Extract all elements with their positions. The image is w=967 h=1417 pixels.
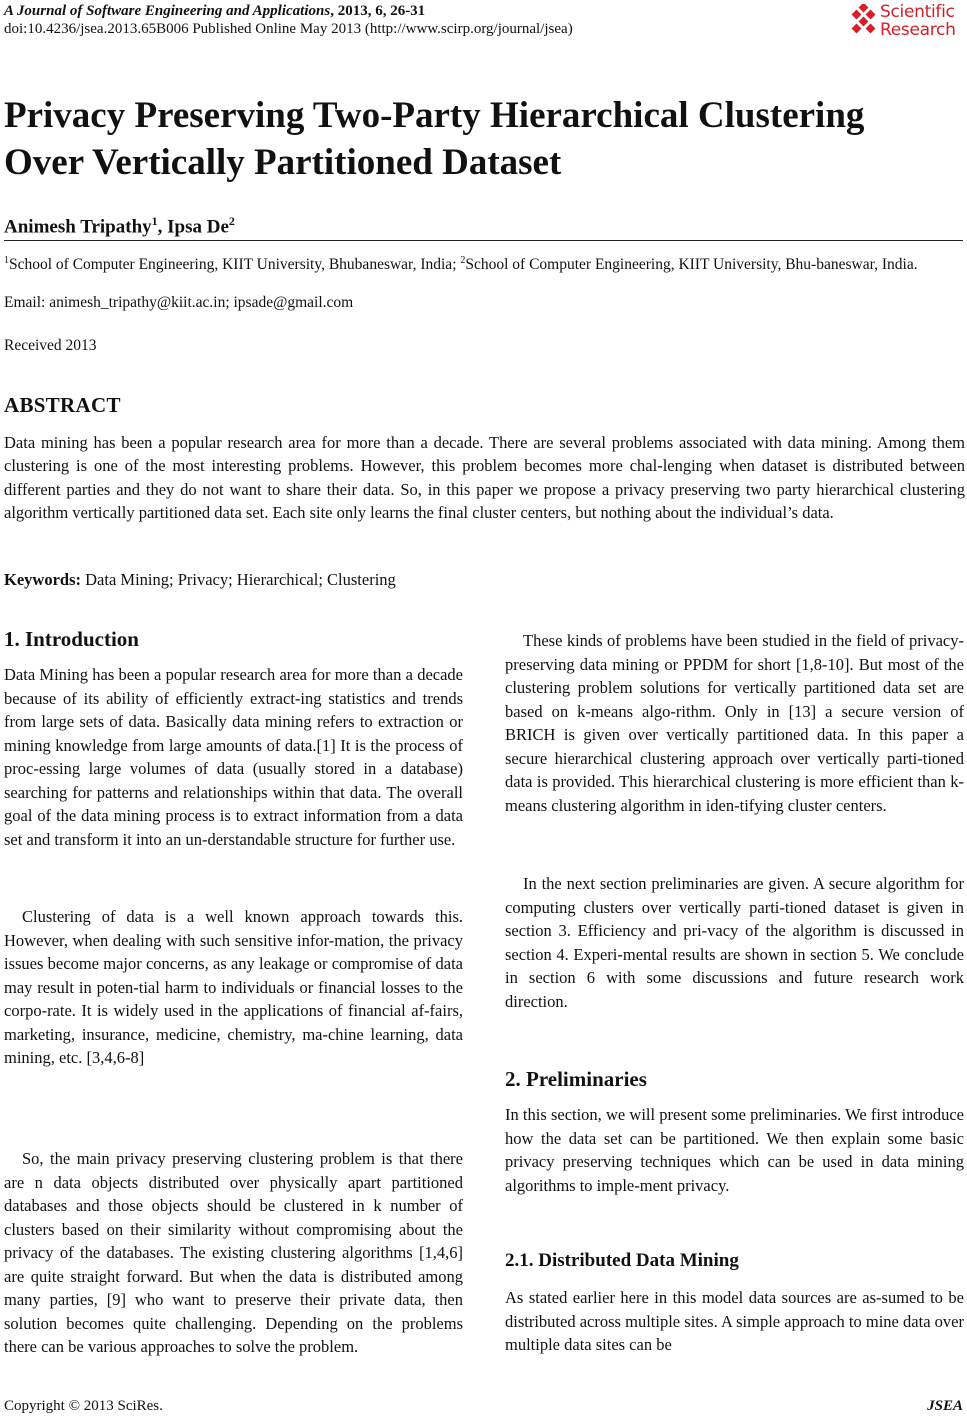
journal-name: A Journal of Software Engineering and Applications bbox=[4, 3, 331, 19]
affil-sup: 1 bbox=[4, 255, 9, 266]
author-name: Animesh Tripathy bbox=[4, 216, 152, 238]
subsection-heading-distributed-data-mining: 2.1. Distributed Data Mining bbox=[505, 1250, 739, 1271]
preliminaries-paragraph: In this section, we will present some preliminaries. We first introduce how the data set can be partitioned. We then explain some basic privacy preserving techniques which can be used in data mining algorithms to imple-ment privacy. bbox=[505, 1105, 964, 1195]
title-line1: Privacy Preserving Two-Party Hierarchical Clustering bbox=[4, 95, 865, 136]
scientific-research-logo-icon bbox=[850, 4, 878, 38]
intro-paragraph-5: In the next section preliminaries are given. A secure algorithm for computing clusters over vertically parti-tioned dataset is given in section 3. Efficiency and pri-vacy of the algorithm is discussed in section 4. Experi-mental results are shown in section 5. We conclude in section 6 with some discussions and future research work direction. bbox=[505, 874, 964, 1011]
author-affil-sup: 1 bbox=[151, 214, 158, 228]
doi-line: doi:10.4236/jsea.2013.65B006 Published Online May 2013 (http://www.scirp.org/journal/jsea) bbox=[4, 21, 573, 37]
abstract-heading: ABSTRACT bbox=[4, 393, 121, 417]
journal-volume: , 2013, 6, 26-31 bbox=[330, 3, 426, 19]
intro-paragraph-1: Data Mining has been a popular research area for more than a decade because of its ability of efficiently extract-ing statistics and trends from large sets of data. Basically data mining refers to extraction or mining knowledge from large amounts of data.[1] It is the process of proc-essing large volumes of data (usually stored in a database) searching for patterns and relationships within that data. The overall goal of the data mining process is to extract information from a data set and transform it into an un-derstandable structure for further use. bbox=[4, 665, 463, 849]
affil-sup: 2 bbox=[460, 255, 466, 266]
intro-paragraph-4: These kinds of problems have been studied in the field of privacy-preserving data mining or PPDM for short [1,8-10]. But most of the clustering problem solutions for vertically partitioned data set are based on k-means algo-rithm. Only in [13] a secure version of BRICH is given over vertically partitioned data. In this paper a secure hierarchical clustering approach over vertically parti-tioned data is provided. This hierarchical clustering is more efficient than k-means clustering algorithm in iden-tifying cluster centers. bbox=[505, 631, 964, 815]
intro-paragraph-3: So, the main privacy preserving clustering problem is that there are n data objects distributed over physically apart partitioned databases and those objects should be clustered in k number of clusters based on their similarity without compromising about the privacy of the databases. The existing clustering algorithms [1,4,6] are quite straight forward. But when the data is distributed among many parties, [9] who want to preserve their private data, then solution becomes quite challenging. Depending on the problems there can be various approaches to solve the problem. bbox=[4, 1149, 463, 1356]
title-line2: Over Vertically Partitioned Dataset bbox=[4, 142, 562, 183]
header-divider bbox=[4, 240, 963, 241]
journal-header bbox=[4, 2, 425, 21]
author-affil-sup: 2 bbox=[228, 214, 235, 228]
keywords bbox=[4, 570, 396, 590]
affil-text: School of Computer Engineering, KIIT University, Bhubaneswar, India; bbox=[9, 256, 461, 274]
abstract-text: Data mining has been a popular research area for more than a decade. There are several problems associated with data mining. Among them clustering is one of the most interesting problems. However, this problem becomes more chal-lenging when dataset is distributed between different parties and they do not want to share their data. So, in this paper we propose a privacy preserving two party hierarchical clustering algorithm vertically partitioned data set. Each site only learns the final cluster centers, but nothing about the individual’s data. bbox=[4, 433, 965, 522]
intro-paragraph-2: Clustering of data is a well known approach towards this. However, when dealing with such sensitive infor-mation, the privacy issues become major concerns, as any leakage or compromise of data may result in poten-tial harm to individuals or financial losses to the corpo-rate. It is widely used in the applications of financial af-fairs, marketing, insurance, medicine, chemistry, ma-chine learning, data mining, etc. [3,4,6-8] bbox=[4, 907, 463, 1067]
author-name: Ipsa De bbox=[167, 216, 229, 238]
affiliations bbox=[4, 251, 964, 275]
distributed-data-mining-paragraph: As stated earlier here in this model data sources are as-sumed to be distributed across multiple sites. A simple approach to mine data over multiple data sites can be bbox=[505, 1288, 964, 1354]
publisher-logo bbox=[850, 0, 967, 44]
footer-copyright: Copyright © 2013 SciRes. bbox=[4, 1398, 163, 1414]
author-emails: Email: animesh_tripathy@kiit.ac.in; ipsade@gmail.com bbox=[4, 294, 354, 311]
author-separator: , bbox=[157, 216, 168, 238]
paper-title bbox=[4, 92, 954, 186]
keywords-label: Keywords: bbox=[4, 570, 81, 589]
affil-text: School of Computer Engineering, KIIT University, Bhu-baneswar, India. bbox=[465, 256, 918, 274]
received-date: Received 2013 bbox=[4, 337, 97, 354]
logo-text-line1: Scientific bbox=[880, 2, 955, 22]
footer-journal-abbr: JSEA bbox=[927, 1398, 963, 1414]
section-heading-preliminaries: 2. Preliminaries bbox=[505, 1067, 647, 1091]
section-heading-introduction: 1. Introduction bbox=[4, 627, 139, 651]
keywords-list: Data Mining; Privacy; Hierarchical; Clustering bbox=[81, 570, 396, 589]
author-list bbox=[4, 214, 235, 238]
logo-text-line2: Research bbox=[880, 20, 956, 40]
